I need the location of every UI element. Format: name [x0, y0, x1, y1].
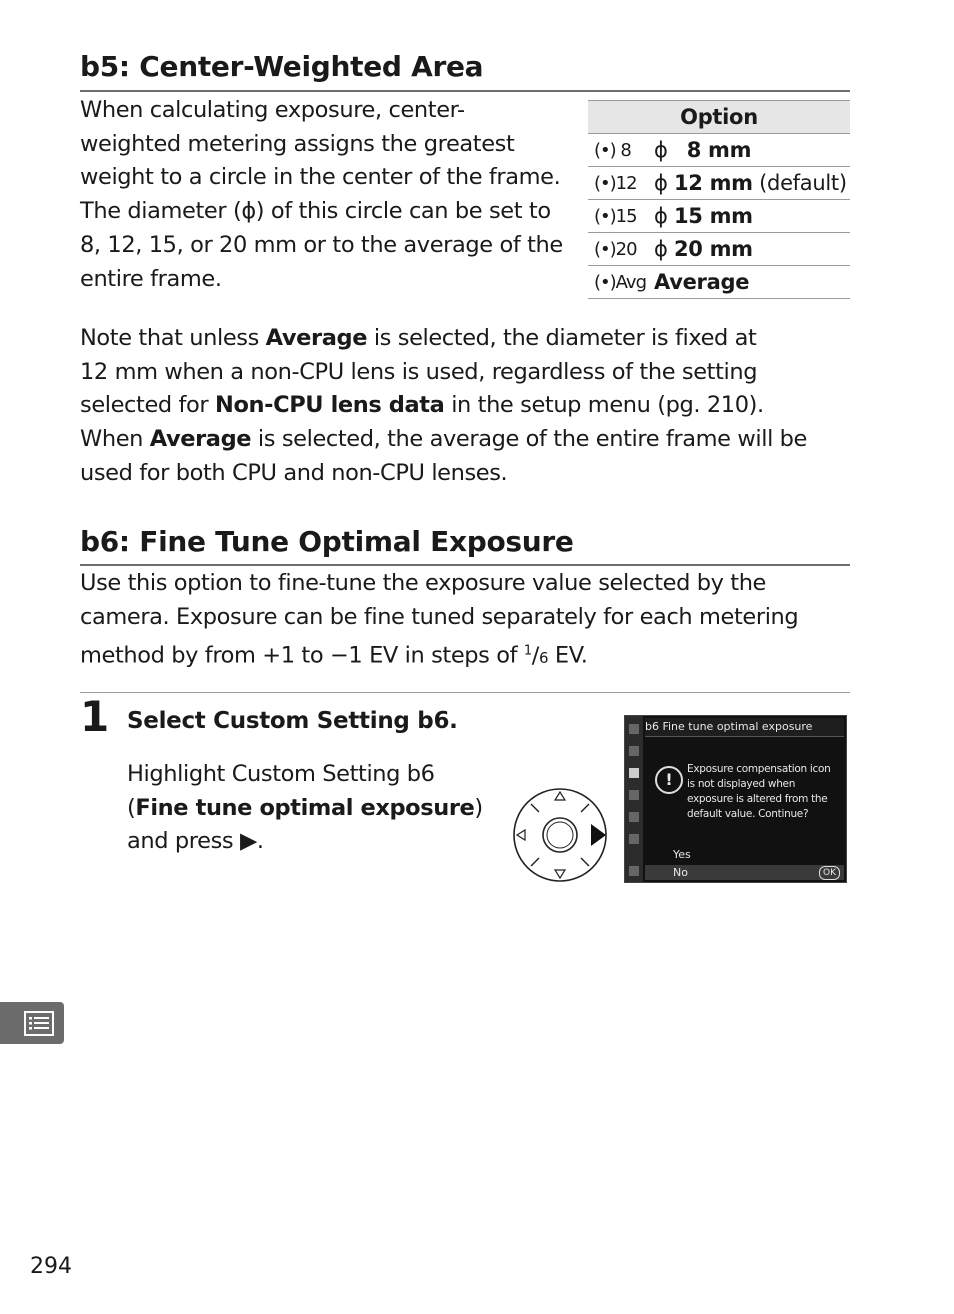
menu-tab-strip [625, 716, 643, 882]
custom-settings-menu-icon [24, 1011, 54, 1036]
camera-screen [624, 715, 847, 883]
section-heading-b6: b6: Fine Tune Optimal Exposure [80, 525, 574, 558]
option-header: Option [588, 101, 850, 134]
text-line: 12 mm when a non-CPU lens is used, regardless of the setting [80, 358, 758, 385]
text-line: Note that unless Average is selected, the diameter is fixed at [80, 325, 757, 351]
metering-8-icon: (•) 8 [588, 134, 654, 167]
page-number: 294 [30, 1254, 72, 1279]
text-line: When calculating exposure, center- [80, 97, 465, 123]
text-line: weight to a circle in the center of the frame. [80, 164, 561, 191]
table-row [588, 200, 850, 233]
text-line: camera. Exposure can be fine tuned separately for each metering [80, 603, 799, 630]
option-value: Average [654, 266, 850, 299]
table-row [588, 266, 850, 299]
text-line: entire frame. [80, 265, 222, 292]
metering-15-icon: (•)15 [588, 200, 654, 233]
text-line: weighted metering assigns the greatest [80, 130, 515, 157]
metering-20-icon: (•)20 [588, 233, 654, 266]
table-row [588, 233, 850, 266]
no-option: No [645, 865, 844, 880]
text-line: 8, 12, 15, or 20 mm or to the average of the [80, 231, 563, 258]
b5-note [80, 322, 850, 491]
text-line: (Fine tune optimal exposure) [127, 794, 483, 821]
step-title: Select Custom Setting b6. [127, 708, 458, 734]
table-row [588, 134, 850, 167]
option-table [588, 100, 850, 299]
step-body [127, 758, 497, 859]
ok-icon: OK [819, 866, 840, 880]
heading-rule [80, 564, 850, 566]
text-line: method by from +1 to −1 EV in steps of $^1$/6 EV. [80, 642, 588, 669]
table-row [588, 167, 850, 200]
section-heading-b5: b5: Center-Weighted Area [80, 50, 484, 83]
b6-body [80, 567, 850, 676]
text-line: When Average is selected, the average of the entire frame will be [80, 426, 808, 453]
text-line: Use this option to fine-tune the exposure value selected by the [80, 570, 767, 596]
metering-avg-icon: (•)Avg [588, 266, 654, 299]
option-value: ϕ 20 mm [654, 233, 850, 266]
text-line: The diameter (ϕ) of this circle can be set to [80, 198, 551, 225]
screen-message: Exposure compensation icon is not displayed when exposure is altered from the default value. Continue? [687, 763, 831, 820]
right-arrow-icon: ▶ [239, 828, 257, 855]
text-line: selected for Non-CPU lens data in the setup menu (pg. 210). [80, 392, 764, 419]
screen-title: b6 Fine tune optimal exposure [645, 718, 844, 737]
text-line: used for both CPU and non-CPU lenses. [80, 459, 508, 486]
multi-selector-icon [511, 786, 609, 884]
option-value: ϕ 12 mm (default) [654, 167, 850, 200]
option-value: ϕ 8 mm [654, 134, 850, 167]
option-value: ϕ 15 mm [654, 200, 850, 233]
text-line: Highlight Custom Setting b6 [127, 761, 435, 787]
section-tab [0, 1002, 64, 1044]
text-line: and press ▶. [127, 828, 264, 855]
step-divider [80, 692, 850, 693]
yes-option: Yes [673, 848, 691, 861]
step-number: 1 [80, 692, 110, 741]
b5-intro [80, 94, 580, 296]
metering-12-icon: (•)12 [588, 167, 654, 200]
fraction: $^1$/6 [523, 642, 549, 669]
warning-icon: ! [655, 766, 683, 794]
heading-rule [80, 90, 850, 92]
